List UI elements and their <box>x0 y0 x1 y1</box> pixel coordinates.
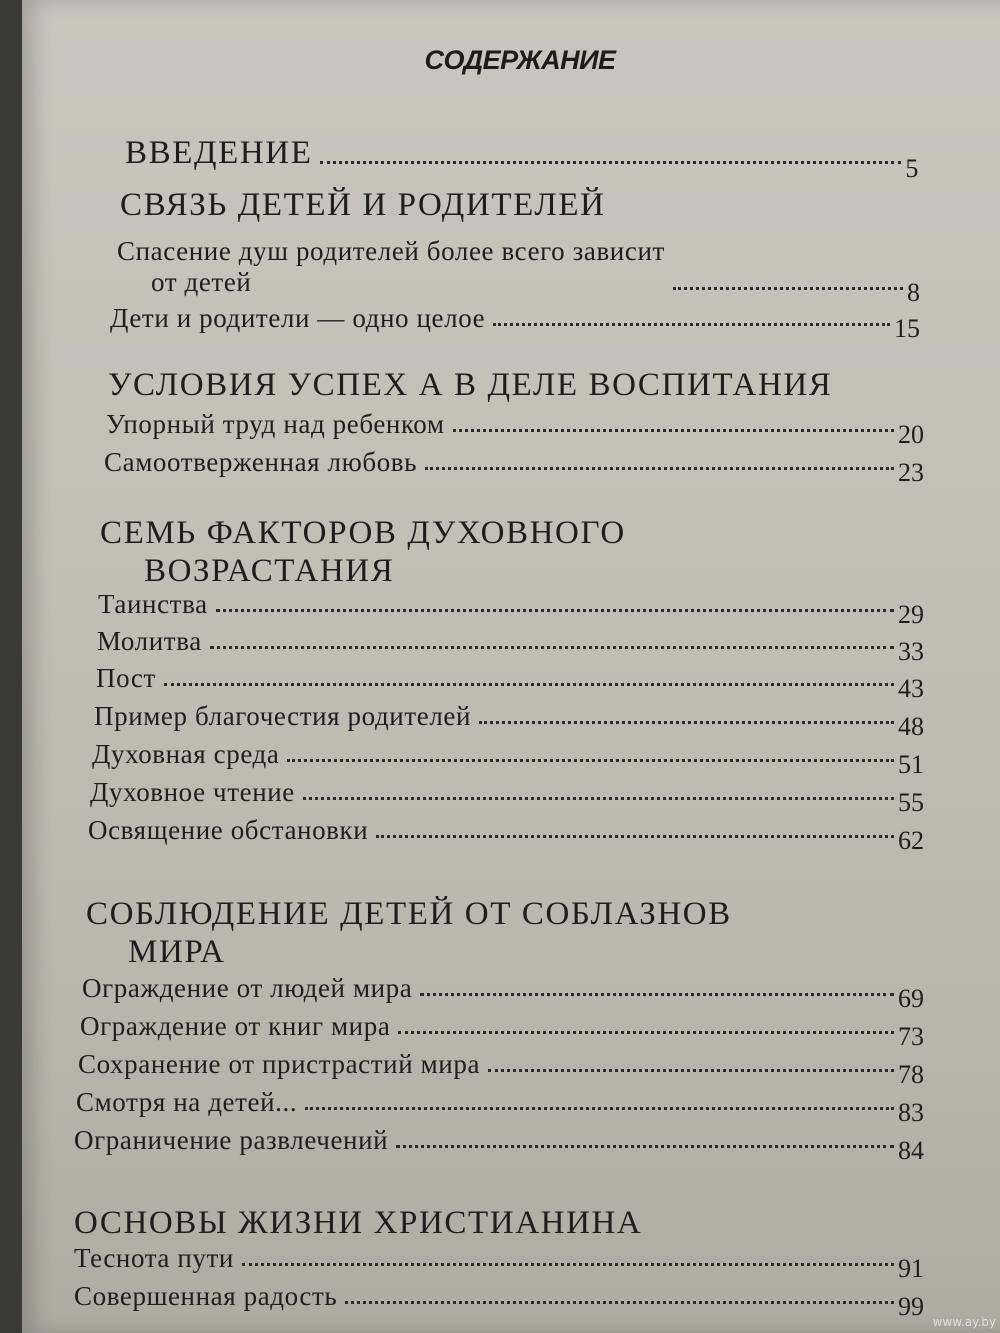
leader-dots <box>376 835 894 838</box>
entry-label: Молитва <box>97 626 202 656</box>
page-number: 33 <box>898 637 924 666</box>
entry-label: Таинства <box>98 589 208 619</box>
entry-label: Сохранение от пристрастий мира <box>78 1049 481 1079</box>
entry-label: Совершенная радость <box>74 1281 338 1311</box>
entry-label: Самоотверженная любовь <box>104 447 418 477</box>
toc-entry-piety-example[interactable] <box>94 696 924 741</box>
leader-dots <box>305 1107 894 1110</box>
toc-entry-narrow-path[interactable] <box>74 1238 924 1283</box>
toc-entry-hard-work[interactable] <box>106 404 924 449</box>
page-number: 83 <box>898 1098 924 1127</box>
leader-dots <box>320 161 901 164</box>
page-number: 15 <box>894 314 920 343</box>
toc-entry-consecration[interactable] <box>88 810 924 855</box>
entry-label: Пост <box>96 663 156 693</box>
toc-entry-protect-people[interactable] <box>82 968 924 1013</box>
page-number: 20 <box>898 420 924 449</box>
leader-dots <box>488 1069 894 1072</box>
entry-label: Теснота пути <box>74 1243 234 1273</box>
toc-entry-introduction[interactable] <box>125 128 920 183</box>
entry-label: Ограждение от книг мира <box>80 1011 391 1041</box>
page-number: 8 <box>907 278 920 307</box>
leader-dots <box>398 1031 894 1034</box>
entry-label-line1: Спасение душ родителей более всего зависит <box>117 236 665 266</box>
page-number: 23 <box>898 458 924 487</box>
page-number: 91 <box>898 1254 924 1283</box>
toc-entry-limit-entertainment[interactable] <box>74 1120 924 1165</box>
page-number: 62 <box>898 826 924 855</box>
toc-entry-spiritual-environment[interactable] <box>92 734 924 779</box>
leader-dots <box>425 467 894 470</box>
leader-dots <box>396 1145 894 1148</box>
toc-entry-selfless-love[interactable] <box>104 442 924 487</box>
page-number: 29 <box>898 600 924 629</box>
entry-label: Освящение обстановки <box>88 815 369 845</box>
section-heading-connection: СВЯЗЬ ДЕТЕЙ И РОДИТЕЛЕЙ <box>120 187 606 223</box>
entry-label: Упорный труд над ребенком <box>106 409 445 439</box>
leader-dots <box>493 323 890 326</box>
entry-label-line2: от детей <box>151 267 252 297</box>
toc-entry-spiritual-reading[interactable] <box>90 772 924 817</box>
toc-entry-prayer[interactable] <box>97 621 924 666</box>
toc-entry-perfect-joy[interactable] <box>74 1276 924 1321</box>
entry-label: Духовная среда <box>92 739 280 769</box>
page-number: 43 <box>898 674 924 703</box>
watermark: www.ay.by <box>932 1315 996 1329</box>
section-heading-conditions: УСЛОВИЯ УСПЕХ А В ДЕЛЕ ВОСПИТАНИЯ <box>108 367 833 403</box>
page-number: 99 <box>898 1292 924 1321</box>
page-number: 5 <box>905 154 920 183</box>
toc-entry-preserve-passions[interactable] <box>78 1044 924 1089</box>
toc-entry-children-parents[interactable] <box>110 298 920 343</box>
toc-entry-protect-books[interactable] <box>80 1006 924 1051</box>
page-number: 55 <box>898 788 924 817</box>
page-number: 73 <box>898 1022 924 1051</box>
page-number: 48 <box>898 712 924 741</box>
section-heading-protection: СОБЛЮДЕНИЕ ДЕТЕЙ ОТ СОБЛАЗНОВ МИРА <box>86 896 732 970</box>
section-heading-introduction: ВВЕДЕНИЕ <box>125 135 313 171</box>
leader-dots <box>210 646 894 649</box>
leader-dots <box>420 993 894 996</box>
toc-entry-salvation[interactable] <box>117 226 920 307</box>
page-number: 78 <box>898 1060 924 1089</box>
entry-label: Духовное чтение <box>90 777 295 807</box>
entry-label: Пример благочестия родителей <box>94 701 472 731</box>
toc-entry-sacraments[interactable] <box>98 584 924 629</box>
leader-dots <box>242 1263 894 1266</box>
entry-label: Смотря на детей... <box>76 1087 298 1117</box>
leader-dots <box>164 683 894 686</box>
page-title: СОДЕРЖАНИЕ <box>424 45 616 75</box>
leader-dots <box>673 287 903 290</box>
leader-dots <box>453 429 894 432</box>
page-number: 69 <box>898 984 924 1013</box>
toc-entry-looking-at-children[interactable] <box>76 1082 924 1127</box>
page-number: 51 <box>898 750 924 779</box>
section-heading-seven-factors: СЕМЬ ФАКТОРОВ ДУХОВНОГО ВОЗРАСТАНИЯ <box>100 515 626 589</box>
leader-dots <box>479 721 894 724</box>
toc-entry-fasting[interactable] <box>96 658 924 703</box>
entry-label: Ограничение развлечений <box>74 1125 389 1155</box>
section-heading-christian-life: ОСНОВЫ ЖИЗНИ ХРИСТИАНИНА <box>74 1205 643 1241</box>
entry-label: Ограждение от людей мира <box>82 973 413 1003</box>
entry-label: Дети и родители — одно целое <box>110 303 486 333</box>
leader-dots <box>345 1301 894 1304</box>
leader-dots <box>303 797 894 800</box>
leader-dots <box>287 759 894 762</box>
page-number: 84 <box>898 1136 924 1165</box>
leader-dots <box>216 609 894 612</box>
